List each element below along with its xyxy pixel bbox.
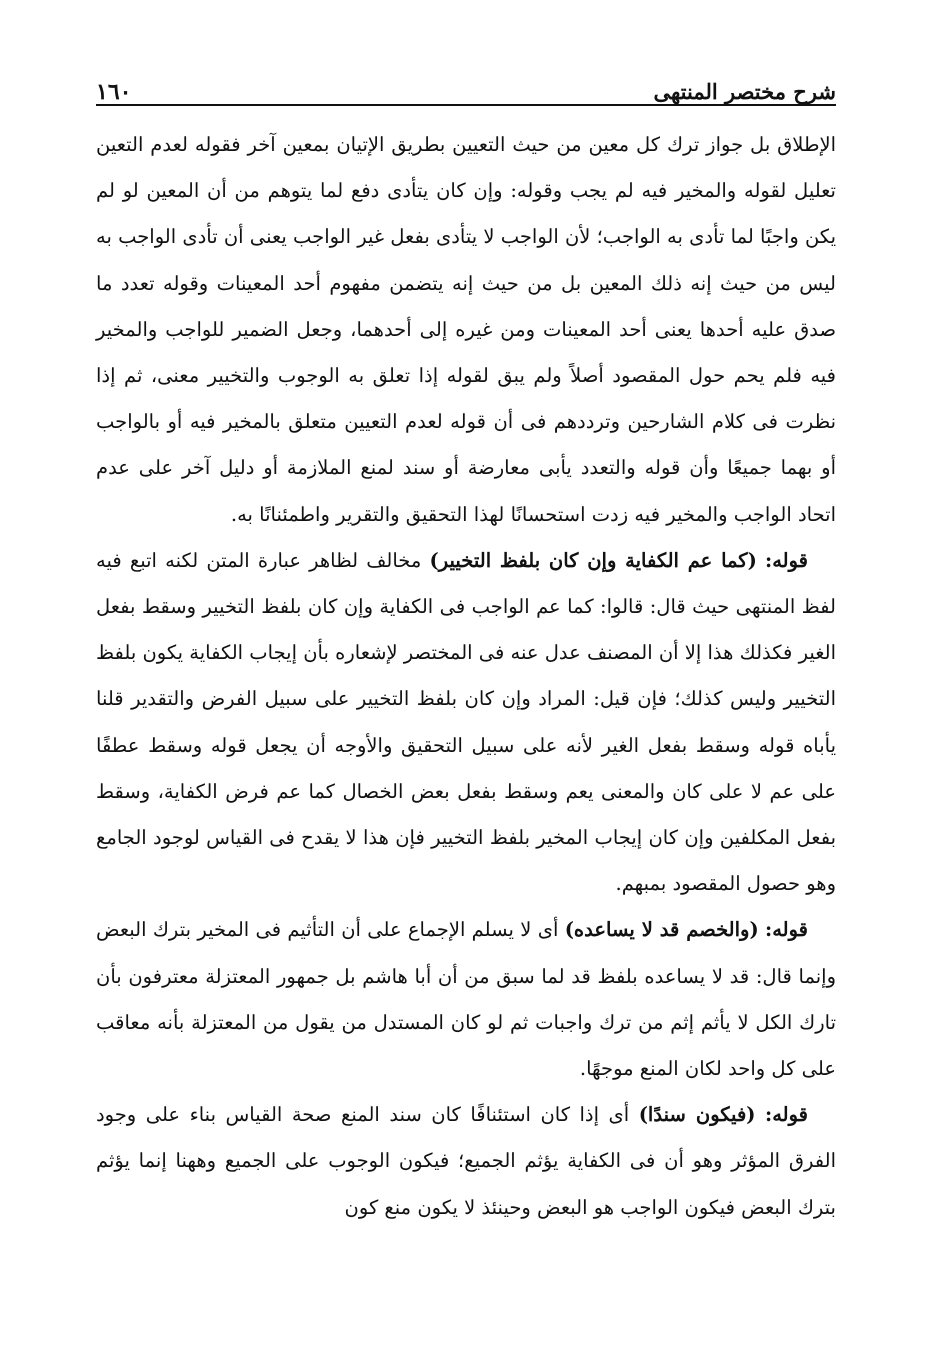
paragraph-text: أى إذا كان استئنافًا كان سند المنع صحة القياس بناء على وجود الفرق المؤثر وهو أن فى الكفاية يؤثم الجميع؛ فيكون الوجوب على الجميع وههنا إنما يؤثم بترك البعض فيكون الواجب هو البعض وحينئذ لا يكون منع كون [96, 1103, 836, 1219]
paragraph-text: الإطلاق بل جواز ترك كل معين من حيث التعيين بطريق الإتيان بمعين آخر فقوله لعدم التعين تعليل لقوله والمخير فيه لم يجب وقوله: وإن كان يتأدى دفع لما يتوهم من أن المعين لو لم يكن واجبًا لما تأدى به الواجب؛ لأن الواجب لا يتأدى بفعل غير الواجب يعنى أن تأدى الواجب به ليس من حيث إنه ذلك المعين بل من حيث إنه يتضمن مفهوم أحد المعينات وقوله تعدد ما صدق عليه أحدها يعنى أحد المعينات ومن غيره إلى أحدهما، وجعل الضمير للواجب والمخير فيه فلم يحم حول المقصود أصلاً ولم يبق لقوله إذا تعلق به الوجوب والتخيير معنى، ثم إذا نظرت فى كلام الشارحين وترددهم فى أن قوله لعدم التعيين متعلق بالمخير فيه أو بالواجب أو بهما جميعًا وأن قوله والتعدد يأبى معارضة أو سند لمنع الملازمة أو دليل آخر على عدم اتحاد الواجب والمخير فيه زدت استحسانًا لهذا التحقيق والتقرير واطمئنانًا به. [96, 133, 836, 526]
page-number: ١٦٠ [96, 79, 132, 105]
header-rule [96, 104, 836, 106]
paragraph-text: مخالف لظاهر عبارة المتن لكنه اتبع فيه لفظ المنتهى حيث قال: قالوا: كما عم الواجب فى الكفاية وإن كان بلفظ التخيير وسقط بفعل الغير فكذلك هذا إلا أن المصنف عدل عنه فى المختصر لإشعاره بأن إيجاب الكفاية يكون بلفظ التخيير وليس كذلك؛ فإن قيل: المراد وإن كان بلفظ التخيير على سبيل الفرض والتقدير قلنا يأباه قوله وسقط بفعل الغير لأنه على سبيل التحقيق والأوجه أن يجعل قوله وسقط عطفًا على عم لا على كان والمعنى يعم وسقط بفعل بعض الخصال كما عم فرض الكفاية، وسقط بفعل المكلفين وإن كان إيجاب المخير بلفظ التخيير فإن هذا لا يقدح فى القياس لوجود الجامع وهو حصول المقصود بمبهم. [96, 548, 836, 896]
paragraph-quote: (فيكون سندًا) [638, 1103, 756, 1127]
paragraph-text: أى لا يسلم الإجماع على أن التأثيم فى المخير بترك البعض وإنما قال: قد لا يساعده بلفظ قد لما سبق من أن أبا هاشم بل جمهور المعتزلة معترفون بأن تارك الكل لا يأثم إثم من ترك واجبات ثم لو كان المستدل من يقول من المعتزلة بأنه معاقب على كل واحد لكان المنع موجهًا. [96, 918, 836, 1081]
paragraph-lead: قوله: [765, 1103, 808, 1127]
running-title: شرح مختصر المنتهى [653, 79, 836, 104]
paragraph-4 [96, 1092, 836, 1231]
paragraph-lead: قوله: [765, 548, 808, 572]
page-body [96, 122, 836, 1231]
paragraph-3 [96, 907, 836, 1092]
paragraph-quote: (والخصم قد لا يساعده) [564, 918, 759, 942]
paragraph-1 [96, 122, 836, 538]
paragraph-lead: قوله: [765, 918, 808, 942]
paragraph-quote: (كما عم الكفاية وإن كان بلفظ التخيير) [429, 548, 757, 572]
page-header [96, 70, 836, 104]
paragraph-2 [96, 538, 836, 908]
